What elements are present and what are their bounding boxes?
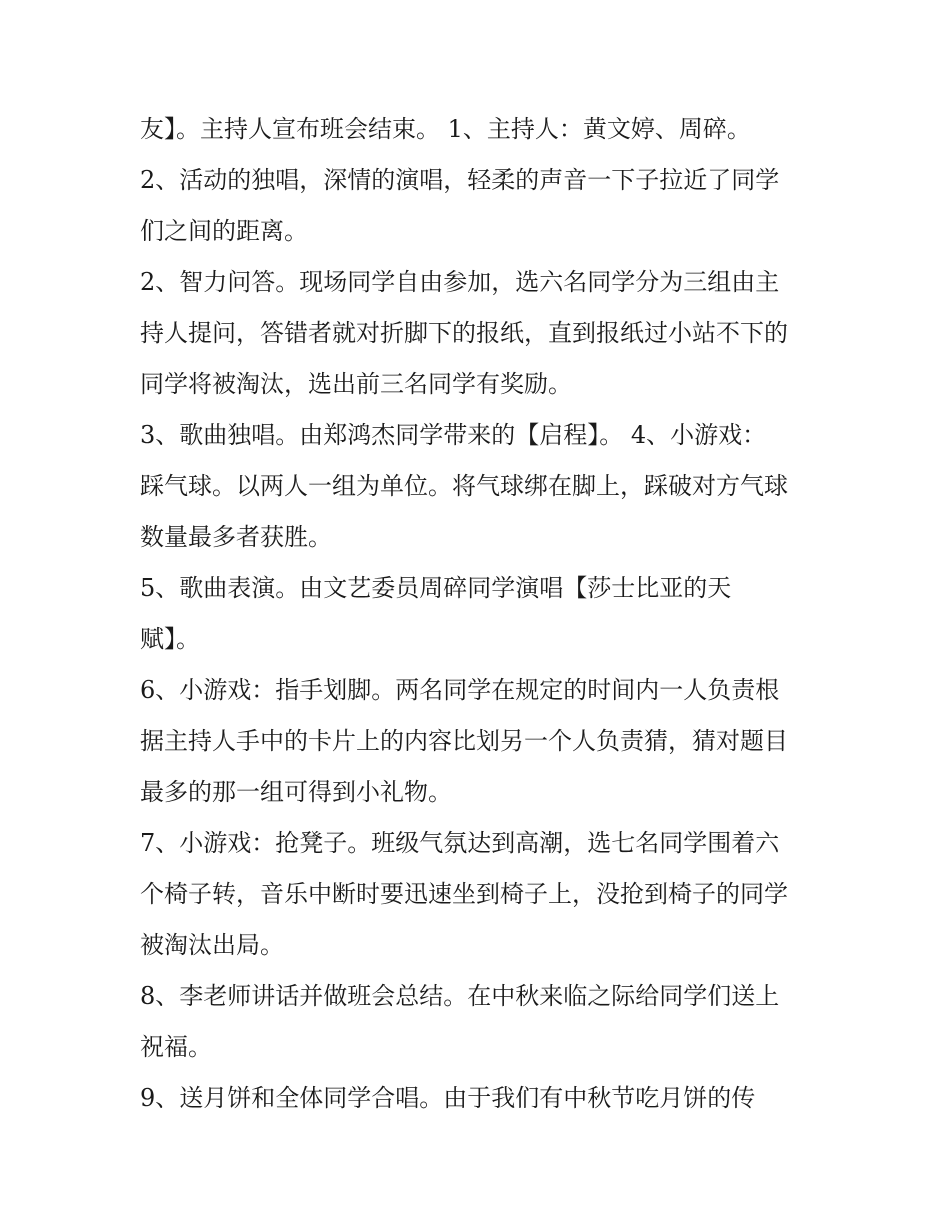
text-line: 5、歌曲表演。由文艺委员周碎同学演唱【莎士比亚的天 — [140, 574, 732, 602]
text-line: 最多的那一组可得到小礼物。 — [140, 778, 452, 806]
text-line: 友】。主持人宣布班会结束。 1、主持人：黄文婷、周碎。 — [140, 115, 751, 143]
text-line: 个椅子转，音乐中断时要迅速坐到椅子上，没抢到椅子的同学 — [140, 880, 788, 908]
text-line: 2、智力问答。现场同学自由参加，选六名同学分为三组由主 — [140, 268, 780, 296]
text-line: 据主持人手中的卡片上的内容比划另一个人负责猜，猜对题目 — [140, 727, 788, 755]
text-line: 被淘汰出局。 — [140, 931, 284, 959]
text-line: 9、送月饼和全体同学合唱。由于我们有中秋节吃月饼的传 — [140, 1084, 756, 1112]
text-line: 2、活动的独唱，深情的演唱，轻柔的声音一下子拉近了同学 — [140, 166, 780, 194]
text-line: 赋】。 — [140, 625, 200, 653]
text-line: 祝福。 — [140, 1033, 212, 1061]
document-body — [140, 104, 820, 1124]
text-line: 踩气球。以两人一组为单位。将气球绑在脚上，踩破对方气球 — [140, 472, 788, 500]
text-line: 3、歌曲独唱。由郑鸿杰同学带来的【启程】。 4、小游戏： — [140, 421, 767, 449]
text-line: 同学将被淘汰，选出前三名同学有奖励。 — [140, 370, 572, 398]
text-line: 6、小游戏：指手划脚。两名同学在规定的时间内一人负责根 — [140, 676, 780, 704]
text-line: 们之间的距离。 — [140, 217, 308, 245]
text-line: 8、李老师讲话并做班会总结。在中秋来临之际给同学们送上 — [140, 982, 780, 1010]
text-line: 数量最多者获胜。 — [140, 523, 332, 551]
text-line: 持人提问，答错者就对折脚下的报纸，直到报纸过小站不下的 — [140, 319, 788, 347]
text-line: 7、小游戏：抢凳子。班级气氛达到高潮，选七名同学围着六 — [140, 829, 780, 857]
